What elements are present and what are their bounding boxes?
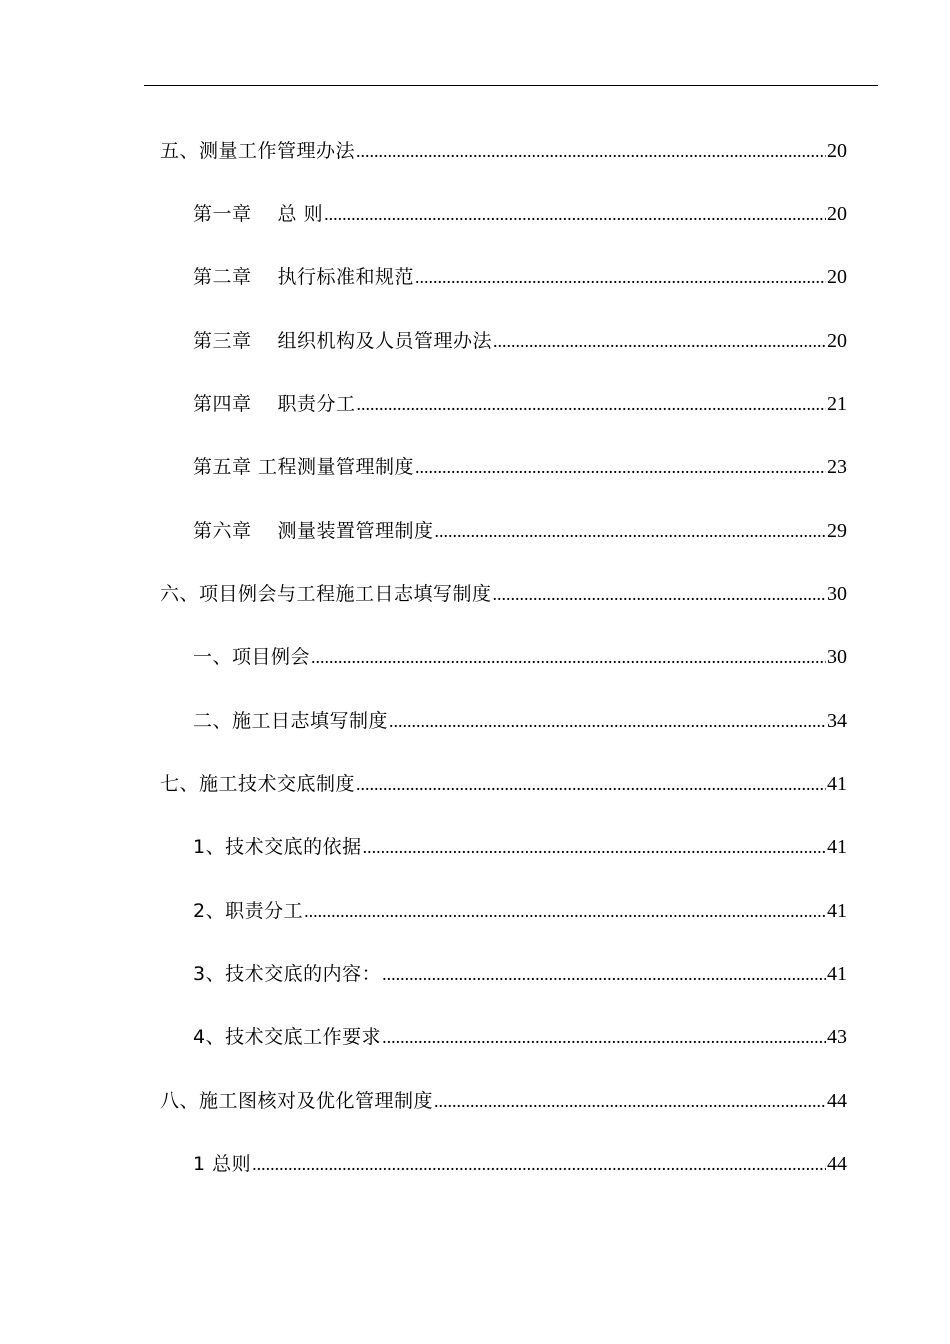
toc-entry-title: 二、施工日志填写制度 bbox=[193, 710, 389, 732]
toc-dot-leader bbox=[415, 262, 826, 292]
toc-page-number: 44 bbox=[827, 1153, 847, 1175]
toc-page-number: 20 bbox=[827, 266, 847, 288]
toc-entry[interactable] bbox=[160, 1086, 847, 1116]
toc-dot-leader bbox=[389, 706, 826, 736]
toc-dot-leader bbox=[324, 199, 826, 229]
toc-entry[interactable] bbox=[193, 896, 847, 926]
toc-entry[interactable] bbox=[193, 452, 847, 482]
toc-dot-leader bbox=[382, 959, 826, 989]
toc-dot-leader bbox=[434, 1086, 826, 1116]
toc-entry[interactable] bbox=[193, 642, 847, 672]
toc-dot-leader bbox=[415, 452, 826, 482]
toc-entry[interactable] bbox=[193, 959, 847, 989]
toc-entry[interactable] bbox=[193, 832, 847, 862]
toc-page-number: 43 bbox=[827, 1026, 847, 1048]
toc-page-number: 20 bbox=[827, 203, 847, 225]
toc-entry-title: 1、技术交底的依据 bbox=[193, 836, 362, 858]
toc-page-number: 41 bbox=[827, 900, 847, 922]
toc-page-number: 41 bbox=[827, 836, 847, 858]
toc-entry-title: 3、技术交底的内容： bbox=[193, 963, 382, 985]
toc-entry-title: 1 总则 bbox=[193, 1153, 252, 1175]
toc-page-number: 23 bbox=[827, 456, 847, 478]
toc-entry-title: 第六章 测量装置管理制度 bbox=[193, 520, 434, 542]
toc-dot-leader bbox=[304, 896, 826, 926]
toc-page-number: 29 bbox=[827, 520, 847, 542]
toc-entry[interactable] bbox=[193, 516, 847, 546]
toc-dot-leader bbox=[356, 136, 826, 166]
toc-page-number: 34 bbox=[827, 710, 847, 732]
toc-page-number: 21 bbox=[827, 393, 847, 415]
header-rule bbox=[144, 85, 878, 86]
toc-entry-title: 五、测量工作管理办法 bbox=[160, 140, 356, 162]
toc-entry[interactable] bbox=[193, 389, 847, 419]
toc-entry-title: 2、职责分工 bbox=[193, 900, 304, 922]
toc-page-number: 30 bbox=[827, 583, 847, 605]
toc-entry[interactable] bbox=[193, 1149, 847, 1179]
toc-dot-leader bbox=[252, 1149, 826, 1179]
toc-entry-title: 第三章 组织机构及人员管理办法 bbox=[193, 330, 493, 352]
toc-entry[interactable] bbox=[160, 579, 847, 609]
toc-dot-leader bbox=[493, 326, 826, 356]
toc-page-number: 44 bbox=[827, 1090, 847, 1112]
toc-entry[interactable] bbox=[193, 326, 847, 356]
toc-entry[interactable] bbox=[193, 199, 847, 229]
toc-entry-title: 七、施工技术交底制度 bbox=[160, 773, 356, 795]
toc-entry-title: 八、施工图核对及优化管理制度 bbox=[160, 1090, 434, 1112]
toc-entry-title: 4、技术交底工作要求 bbox=[193, 1026, 382, 1048]
toc-entry-title: 第二章 执行标准和规范 bbox=[193, 266, 415, 288]
toc-entry[interactable] bbox=[193, 706, 847, 736]
toc-entry[interactable] bbox=[193, 1022, 847, 1052]
toc-page-number: 20 bbox=[827, 140, 847, 162]
toc-entry-title: 六、项目例会与工程施工日志填写制度 bbox=[160, 583, 492, 605]
toc-dot-leader bbox=[382, 1022, 826, 1052]
toc-entry-title: 第一章 总 则 bbox=[193, 203, 324, 225]
toc-dot-leader bbox=[363, 832, 826, 862]
toc-dot-leader bbox=[356, 769, 826, 799]
toc-page-number: 30 bbox=[827, 646, 847, 668]
toc-entry[interactable] bbox=[160, 769, 847, 799]
toc-entry[interactable] bbox=[160, 136, 847, 166]
toc-entry-title: 第四章 职责分工 bbox=[193, 393, 356, 415]
toc-dot-leader bbox=[493, 579, 826, 609]
toc-dot-leader bbox=[435, 516, 826, 546]
toc-page-number: 41 bbox=[827, 963, 847, 985]
toc-page-number: 41 bbox=[827, 773, 847, 795]
toc-entry-title: 第五章 工程测量管理制度 bbox=[193, 456, 415, 478]
toc-entry[interactable] bbox=[193, 262, 847, 292]
toc-dot-leader bbox=[357, 389, 826, 419]
toc-dot-leader bbox=[311, 642, 826, 672]
toc-entry-title: 一、项目例会 bbox=[193, 646, 311, 668]
toc-page-number: 20 bbox=[827, 330, 847, 352]
